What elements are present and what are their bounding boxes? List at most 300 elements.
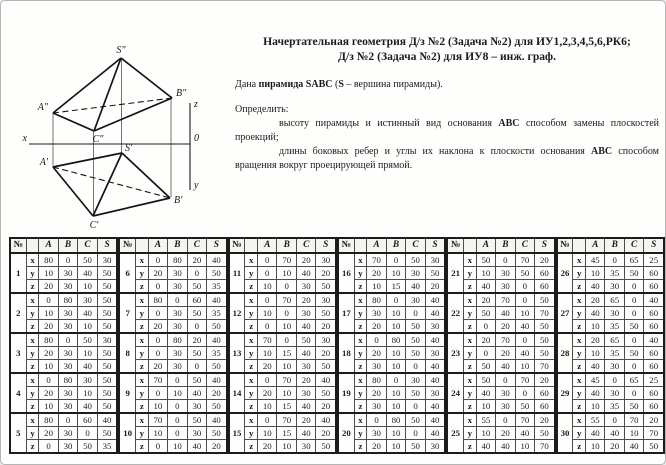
coord-value: 40 xyxy=(316,373,336,387)
coord-label: x xyxy=(354,253,367,267)
coord-value: 30 xyxy=(187,400,206,414)
col-header-number: № xyxy=(447,238,463,253)
title-line-1: Начертательная геометрия Д/з №2 (Задача №2) для ИУ1,2,3,4,5,6,РК6; xyxy=(263,35,631,48)
variant-26-x-row xyxy=(557,253,664,267)
variant-number: 21 xyxy=(447,253,463,293)
coord-value: 30 xyxy=(316,253,336,267)
coord-label: z xyxy=(573,320,586,334)
coord-value: 0 xyxy=(624,307,643,320)
coord-value: 0 xyxy=(168,427,187,440)
coord-value: 0 xyxy=(277,280,296,294)
table-header-row xyxy=(10,238,117,253)
coord-value: 50 xyxy=(515,267,534,280)
variant-5-y-row xyxy=(10,427,117,440)
coord-label: y xyxy=(245,427,258,440)
label-s-top: S′ xyxy=(125,143,133,154)
variant-27-x-row xyxy=(557,293,664,307)
coord-value: 80 xyxy=(168,253,187,267)
coord-label: x xyxy=(136,253,149,267)
coord-value: 0 xyxy=(496,413,515,427)
col-header-number: № xyxy=(10,238,26,253)
coord-value: 50 xyxy=(187,307,206,320)
coord-label: x xyxy=(464,373,477,387)
coord-value: 60 xyxy=(644,320,664,334)
variant-1-z-row xyxy=(10,280,117,294)
coord-value: 0 xyxy=(168,400,187,414)
coord-value: 50 xyxy=(476,253,495,267)
coord-value: 50 xyxy=(187,413,206,427)
coord-value: 50 xyxy=(316,307,336,320)
variant-8-x-row xyxy=(119,333,226,347)
variant-1-y-row xyxy=(10,267,117,280)
coord-value: 30 xyxy=(296,307,315,320)
coord-value: 50 xyxy=(207,427,227,440)
label-c-top: C′ xyxy=(89,220,99,231)
label-axis-x: x xyxy=(22,133,27,144)
coord-value: 40 xyxy=(425,400,445,414)
coord-value: 20 xyxy=(316,320,336,334)
coord-value: 20 xyxy=(39,280,58,294)
coord-value: 10 xyxy=(585,267,604,280)
variant-number: 27 xyxy=(557,293,573,333)
variant-number: 4 xyxy=(10,373,26,413)
coord-label: z xyxy=(26,440,39,454)
variant-6-y-row xyxy=(119,267,226,280)
coord-value: 0 xyxy=(515,280,534,294)
coord-value: 50 xyxy=(406,413,425,427)
coord-value: 30 xyxy=(367,307,386,320)
coord-label: z xyxy=(26,360,39,374)
coord-value: 0 xyxy=(367,413,386,427)
coord-value: 30 xyxy=(296,440,315,454)
coord-value: 50 xyxy=(316,280,336,294)
coord-label: x xyxy=(573,253,586,267)
coord-value: 20 xyxy=(207,387,227,400)
coord-value: 10 xyxy=(386,360,405,374)
variant-9-y-row xyxy=(119,387,226,400)
variant-number: 12 xyxy=(229,293,245,333)
coord-value: 10 xyxy=(386,427,405,440)
coord-value: 60 xyxy=(644,267,664,280)
coord-value: 20 xyxy=(39,347,58,360)
coord-value: 30 xyxy=(296,360,315,374)
coord-label: z xyxy=(464,360,477,374)
variant-30-y-row xyxy=(557,427,664,440)
coord-value: 10 xyxy=(386,347,405,360)
determine-label: Определить: xyxy=(235,103,289,115)
coord-value: 70 xyxy=(535,360,555,374)
coord-value: 30 xyxy=(296,387,315,400)
variant-10-y-row xyxy=(119,427,226,440)
variant-5-x-row xyxy=(10,413,117,427)
coord-value: 0 xyxy=(257,293,276,307)
coord-value: 0 xyxy=(496,253,515,267)
coord-value: 70 xyxy=(624,413,643,427)
coord-value: 40 xyxy=(425,333,445,347)
coord-label: z xyxy=(245,320,258,334)
given-pyramid-name: пирамида SABC xyxy=(258,78,333,90)
coord-value: 0 xyxy=(168,373,187,387)
coord-value: 0 xyxy=(476,320,495,334)
coord-value: 40 xyxy=(496,440,515,454)
coord-value: 40 xyxy=(425,307,445,320)
coord-value: 0 xyxy=(148,280,167,294)
coord-value: 60 xyxy=(644,400,664,414)
coord-label: z xyxy=(464,320,477,334)
variant-14-x-row xyxy=(229,373,336,387)
col-header-point-C: C xyxy=(624,238,643,253)
coord-label: x xyxy=(136,373,149,387)
variant-27-y-row xyxy=(557,307,664,320)
coord-value: 20 xyxy=(296,253,315,267)
table-header-row xyxy=(229,238,336,253)
variant-number: 1 xyxy=(10,253,26,293)
coord-value: 70 xyxy=(277,253,296,267)
coord-value: 50 xyxy=(476,360,495,374)
coord-value: 0 xyxy=(386,253,405,267)
coord-label: y xyxy=(573,267,586,280)
col-header-coord xyxy=(354,238,367,253)
table-header-row xyxy=(557,238,664,253)
coord-label: y xyxy=(464,347,477,360)
col-header-point-S: S xyxy=(316,238,336,253)
coord-value: 0 xyxy=(148,440,167,454)
variant-4-y-row xyxy=(10,387,117,400)
coord-label: x xyxy=(573,333,586,347)
coord-value: 40 xyxy=(296,347,315,360)
coord-value: 70 xyxy=(535,307,555,320)
variant-number: 8 xyxy=(119,333,135,373)
col-header-point-B: B xyxy=(386,238,405,253)
coord-value: 70 xyxy=(496,293,515,307)
coord-label: x xyxy=(26,373,39,387)
coord-value: 50 xyxy=(316,440,336,454)
coord-value: 40 xyxy=(476,387,495,400)
coord-label: x xyxy=(245,293,258,307)
coord-value: 0 xyxy=(148,347,167,360)
coord-label: x xyxy=(573,373,586,387)
coord-label: z xyxy=(354,440,367,454)
coord-value: 20 xyxy=(605,440,624,454)
coord-value: 10 xyxy=(515,360,534,374)
variant-number: 28 xyxy=(557,333,573,373)
variant-17-y-row xyxy=(338,307,445,320)
coord-value: 50 xyxy=(78,333,97,347)
coord-value: 70 xyxy=(148,373,167,387)
coord-value: 30 xyxy=(97,333,117,347)
coord-value: 20 xyxy=(316,427,336,440)
variant-table-group-2 xyxy=(118,237,227,454)
coord-value: 10 xyxy=(277,320,296,334)
coord-value: 40 xyxy=(207,413,227,427)
variant-28-z-row xyxy=(557,360,664,374)
col-header-number: № xyxy=(119,238,135,253)
coord-value: 0 xyxy=(168,293,187,307)
coord-value: 50 xyxy=(97,427,117,440)
coord-value: 10 xyxy=(39,360,58,374)
coord-value: 10 xyxy=(148,427,167,440)
coord-label: y xyxy=(26,307,39,320)
coord-value: 60 xyxy=(644,307,664,320)
coord-value: 50 xyxy=(187,347,206,360)
coord-value: 20 xyxy=(187,333,206,347)
coord-value: 20 xyxy=(496,320,515,334)
coord-label: z xyxy=(573,440,586,454)
label-a-front: A″ xyxy=(37,102,48,113)
coord-value: 55 xyxy=(585,413,604,427)
coord-value: 50 xyxy=(187,280,206,294)
coord-label: x xyxy=(573,413,586,427)
coord-value: 30 xyxy=(406,293,425,307)
col-header-number: № xyxy=(229,238,245,253)
variant-29-z-row xyxy=(557,400,664,414)
coord-label: z xyxy=(26,320,39,334)
coord-value: 10 xyxy=(257,347,276,360)
coord-value: 40 xyxy=(296,320,315,334)
variant-number: 14 xyxy=(229,373,245,413)
col-header-number: № xyxy=(338,238,354,253)
coord-value: 35 xyxy=(605,320,624,334)
coord-value: 20 xyxy=(367,387,386,400)
coord-label: y xyxy=(245,387,258,400)
coord-value: 80 xyxy=(367,293,386,307)
coord-value: 10 xyxy=(515,307,534,320)
coord-label: z xyxy=(26,400,39,414)
coord-value: 40 xyxy=(207,293,227,307)
coord-value: 30 xyxy=(58,347,77,360)
coord-value: 50 xyxy=(406,253,425,267)
coord-value: 0 xyxy=(406,400,425,414)
coord-value: 0 xyxy=(496,373,515,387)
col-header-point-B: B xyxy=(496,238,515,253)
variant-1-x-row xyxy=(10,253,117,267)
coord-value: 50 xyxy=(97,293,117,307)
coord-value: 50 xyxy=(476,373,495,387)
variant-29-y-row xyxy=(557,387,664,400)
coord-value: 30 xyxy=(605,360,624,374)
coord-value: 0 xyxy=(148,333,167,347)
coord-label: y xyxy=(354,387,367,400)
coord-value: 40 xyxy=(78,267,97,280)
variant-22-y-row xyxy=(447,307,554,320)
coord-value: 20 xyxy=(535,413,555,427)
coord-value: 50 xyxy=(624,347,643,360)
task2-base-name: ABC xyxy=(591,145,613,157)
variant-30-x-row xyxy=(557,413,664,427)
coord-label: y xyxy=(245,347,258,360)
variant-number: 3 xyxy=(10,333,26,373)
col-header-point-S: S xyxy=(644,238,664,253)
coord-value: 35 xyxy=(207,280,227,294)
coord-value: 10 xyxy=(476,267,495,280)
coord-value: 0 xyxy=(187,360,206,374)
coord-value: 50 xyxy=(207,267,227,280)
variant-13-z-row xyxy=(229,360,336,374)
coord-value: 50 xyxy=(97,347,117,360)
variant-11-z-row xyxy=(229,280,336,294)
table-header-row xyxy=(119,238,226,253)
variant-23-z-row xyxy=(447,360,554,374)
variant-24-y-row xyxy=(447,387,554,400)
coord-value: 40 xyxy=(296,427,315,440)
coord-value: 10 xyxy=(476,400,495,414)
coord-value: 50 xyxy=(406,387,425,400)
coord-value: 35 xyxy=(207,347,227,360)
variant-25-x-row xyxy=(447,413,554,427)
label-a-top: A′ xyxy=(39,157,48,168)
coord-value: 60 xyxy=(644,347,664,360)
variant-11-y-row xyxy=(229,267,336,280)
coord-value: 20 xyxy=(476,293,495,307)
variant-21-z-row xyxy=(447,280,554,294)
variant-6-x-row xyxy=(119,253,226,267)
variant-number: 22 xyxy=(447,293,463,333)
coord-value: 50 xyxy=(535,320,555,334)
variant-20-z-row xyxy=(338,440,445,454)
coord-value: 10 xyxy=(277,360,296,374)
coord-value: 50 xyxy=(296,333,315,347)
coord-value: 70 xyxy=(277,413,296,427)
coord-value: 70 xyxy=(644,427,664,440)
coord-value: 10 xyxy=(78,347,97,360)
coord-value: 50 xyxy=(316,360,336,374)
coord-value: 40 xyxy=(207,253,227,267)
coord-value: 40 xyxy=(515,427,534,440)
coord-value: 80 xyxy=(386,413,405,427)
coord-label: z xyxy=(136,400,149,414)
coord-value: 20 xyxy=(496,427,515,440)
variant-2-x-row xyxy=(10,293,117,307)
col-header-point-A: A xyxy=(148,238,167,253)
coord-label: z xyxy=(573,400,586,414)
coord-value: 30 xyxy=(496,400,515,414)
variant-2-y-row xyxy=(10,307,117,320)
coord-value: 20 xyxy=(296,373,315,387)
coord-value: 10 xyxy=(39,400,58,414)
coord-value: 0 xyxy=(257,267,276,280)
coord-value: 0 xyxy=(624,280,643,294)
coord-value: 40 xyxy=(496,307,515,320)
coord-value: 30 xyxy=(168,347,187,360)
coord-value: 0 xyxy=(624,293,643,307)
variant-4-z-row xyxy=(10,400,117,414)
coord-value: 40 xyxy=(406,280,425,294)
coord-value: 35 xyxy=(605,347,624,360)
coord-label: x xyxy=(245,413,258,427)
coord-value: 10 xyxy=(585,440,604,454)
coord-value: 30 xyxy=(58,267,77,280)
coord-value: 40 xyxy=(296,400,315,414)
coord-value: 20 xyxy=(316,347,336,360)
variant-number: 15 xyxy=(229,413,245,453)
coord-value: 10 xyxy=(476,427,495,440)
given-mid: ( xyxy=(332,78,339,90)
coord-value: 0 xyxy=(406,360,425,374)
variant-22-z-row xyxy=(447,320,554,334)
coord-value: 50 xyxy=(78,253,97,267)
coord-value: 20 xyxy=(585,293,604,307)
coord-value: 0 xyxy=(39,293,58,307)
coord-value: 60 xyxy=(535,280,555,294)
coord-label: y xyxy=(136,387,149,400)
coord-label: x xyxy=(245,333,258,347)
coord-value: 30 xyxy=(496,267,515,280)
coord-value: 0 xyxy=(515,387,534,400)
coord-value: 0 xyxy=(257,320,276,334)
variant-25-y-row xyxy=(447,427,554,440)
coord-label: y xyxy=(136,347,149,360)
assignment-text-block xyxy=(235,34,659,173)
coord-value: 40 xyxy=(425,360,445,374)
coord-value: 50 xyxy=(406,440,425,454)
coord-value: 70 xyxy=(277,293,296,307)
coord-value: 80 xyxy=(367,373,386,387)
coord-value: 40 xyxy=(78,307,97,320)
coord-value: 40 xyxy=(496,360,515,374)
coord-label: x xyxy=(245,253,258,267)
variant-22-x-row xyxy=(447,293,554,307)
coord-value: 20 xyxy=(296,293,315,307)
variant-number: 5 xyxy=(10,413,26,453)
coord-label: z xyxy=(354,400,367,414)
task2-pre: длины боковых ребер и углы их наклона к плоскости основания xyxy=(279,145,592,157)
task1-pre: высоту пирамиды и истинный вид основания xyxy=(279,117,499,129)
coord-value: 30 xyxy=(605,387,624,400)
coord-value: 0 xyxy=(58,413,77,427)
coord-value: 60 xyxy=(644,280,664,294)
col-header-point-B: B xyxy=(605,238,624,253)
coord-value: 50 xyxy=(476,307,495,320)
coord-value: 30 xyxy=(316,333,336,347)
coord-value: 65 xyxy=(605,293,624,307)
variant-3-x-row xyxy=(10,333,117,347)
coord-label: z xyxy=(573,360,586,374)
variant-number: 13 xyxy=(229,333,245,373)
coord-value: 30 xyxy=(605,307,624,320)
coord-value: 50 xyxy=(97,267,117,280)
coord-value: 30 xyxy=(496,387,515,400)
variant-19-y-row xyxy=(338,387,445,400)
col-header-point-A: A xyxy=(257,238,276,253)
coord-value: 30 xyxy=(367,427,386,440)
coord-value: 60 xyxy=(535,400,555,414)
variant-30-z-row xyxy=(557,440,664,454)
coord-value: 30 xyxy=(58,307,77,320)
coord-value: 50 xyxy=(316,387,336,400)
label-b-top: B′ xyxy=(174,195,183,206)
coord-label: x xyxy=(26,293,39,307)
coord-label: y xyxy=(464,427,477,440)
coord-value: 40 xyxy=(585,360,604,374)
coord-value: 10 xyxy=(148,400,167,414)
coord-value: 10 xyxy=(585,347,604,360)
coord-value: 20 xyxy=(148,360,167,374)
coord-value: 30 xyxy=(58,280,77,294)
coord-value: 40 xyxy=(97,413,117,427)
variant-number: 16 xyxy=(338,253,354,293)
coord-value: 20 xyxy=(207,440,227,454)
variant-23-x-row xyxy=(447,333,554,347)
label-b-front: B″ xyxy=(176,88,187,99)
coord-label: z xyxy=(464,440,477,454)
col-header-coord xyxy=(464,238,477,253)
coord-value: 20 xyxy=(296,413,315,427)
variant-14-z-row xyxy=(229,400,336,414)
variant-5-z-row xyxy=(10,440,117,454)
coord-value: 40 xyxy=(187,440,206,454)
coord-value: 30 xyxy=(406,373,425,387)
top-view xyxy=(53,153,170,216)
